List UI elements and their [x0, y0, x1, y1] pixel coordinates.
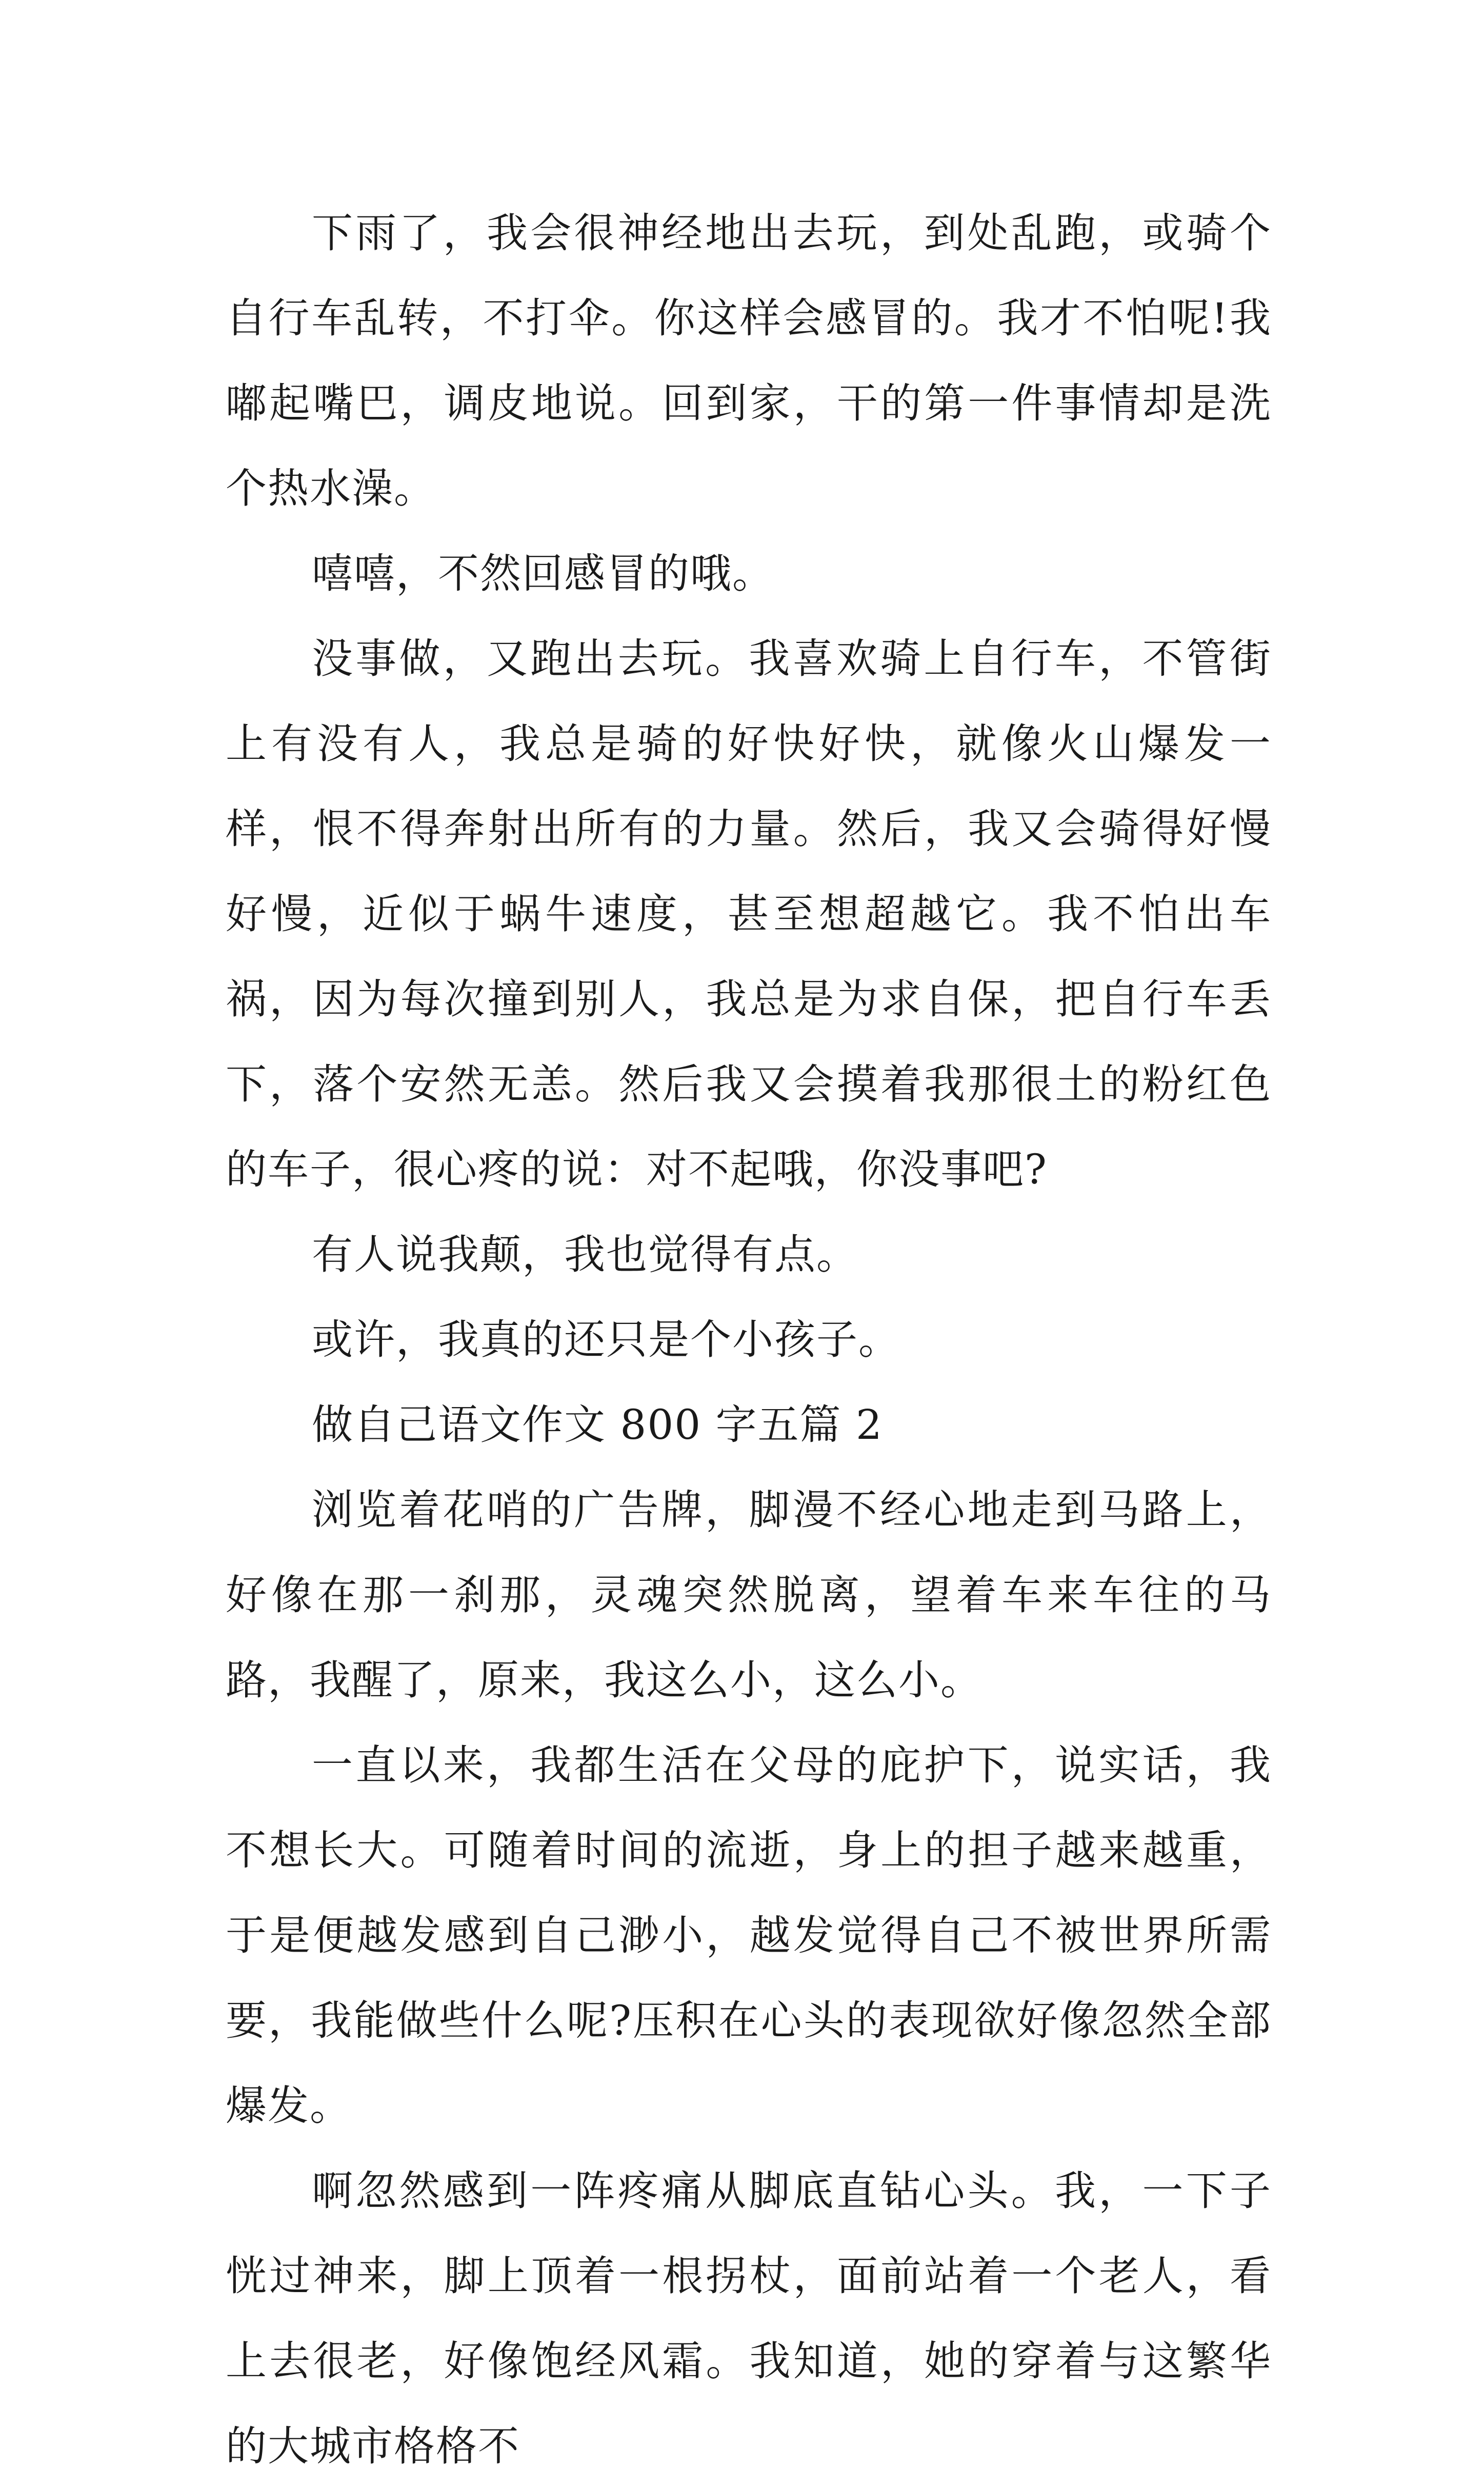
paragraph: 或许，我真的还只是个小孩子。 — [312, 1316, 900, 1363]
paragraph: 嘻嘻，不然回感冒的哦。 — [312, 550, 774, 597]
paragraph: 下雨了，我会很神经地出去玩，到处乱跑，或骑个自行车乱转，不打伞。你这样会感冒的。我才不怕呢!我嘟起嘴巴，调皮地说。回到家，干的第一件事情却是洗个热水澡。 — [226, 209, 1272, 512]
paragraph: 没事做，又跑出去玩。我喜欢骑上自行车，不管街上有没有人，我总是骑的好快好快，就像火山爆发一样，恨不得奔射出所有的力量。然后，我又会骑得好慢好慢，近似于蜗牛速度，甚至想超越它。我不怕出车祸，因为每次撞到别人，我总是为求自保，把自行车丢下，落个安然无恙。然后我又会摸着我那很土的粉红色的车子，很心疼的说：对不起哦，你没事吧? — [226, 635, 1272, 1193]
essay-heading: 做自己语文作文 800 字五篇 2 — [312, 1401, 883, 1449]
document-body — [226, 191, 1272, 2489]
paragraph: 有人说我颠，我也觉得有点。 — [312, 1231, 858, 1278]
paragraph: 一直以来，我都生活在父母的庇护下，说实话，我不想长大。可随着时间的流逝，身上的担子越来越重，于是便越发感到自己渺小，越发觉得自己不被世界所需要，我能做些什么呢?压积在心头的表现欲好像忽然全部爆发。 — [226, 1741, 1272, 2130]
paragraph: 浏览着花哨的广告牌，脚漫不经心地走到马路上，好像在那一刹那，灵魂突然脱离，望着车来车往的马路，我醒了，原来，我这么小，这么小。 — [226, 1486, 1272, 1704]
paragraph: 啊忽然感到一阵疼痛从脚底直钻心头。我，一下子恍过神来，脚上顶着一根拐杖，面前站着一个老人，看上去很老，好像饱经风霜。我知道，她的穿着与这繁华的大城市格格不 — [226, 2167, 1272, 2470]
